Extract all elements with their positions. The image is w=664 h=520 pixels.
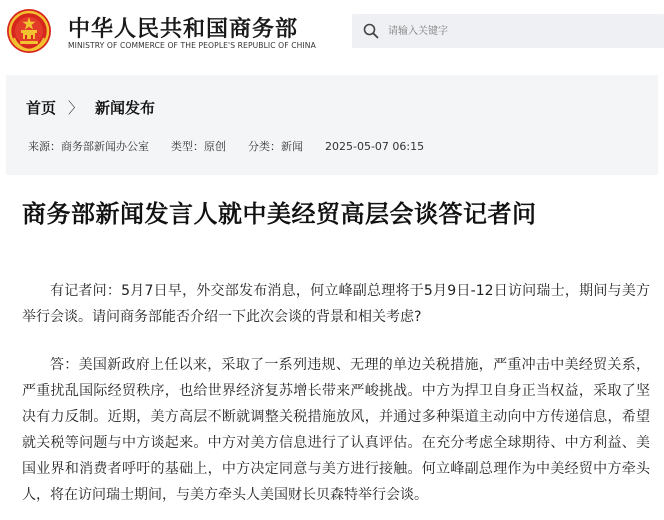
- chevron-right-icon: 〉: [68, 99, 84, 117]
- breadcrumb: [26, 97, 155, 118]
- search-box[interactable]: [352, 14, 664, 48]
- article-meta: [28, 138, 424, 154]
- search-input[interactable]: [388, 14, 658, 48]
- breadcrumb-current[interactable]: 新闻发布: [95, 99, 156, 117]
- breadcrumb-home[interactable]: 首页: [26, 99, 57, 117]
- national-emblem-icon[interactable]: [6, 8, 52, 54]
- article-paragraph: 答：美国新政府上任以来，采取了一系列违规、无理的单边关税措施，严重冲击中美经贸关系，严重扰乱国际经贸秩序，也给世界经济复苏增长带来严峻挑战。中方为捍卫自身正当权益，采取了坚决有力反制。近期，美方高层不断就调整关税措施放风，并通过多种渠道主动向中方传递信息，希望就关税等问题与中方谈起来。中方对美方信息进行了认真评估。在充分考虑全球期待、中方利益、美国业界和消费者呼吁的基础上，中方决定同意与美方进行接触。何立峰副总理作为中美经贸中方牵头人，将在访问瑞士期间，与美方牵头人美国财长贝森特举行会谈。: [22, 357, 650, 503]
- site-title[interactable]: 中华人民共和国商务部: [68, 17, 299, 42]
- meta-datetime: 2025-05-07 06:15: [325, 140, 425, 153]
- breadcrumb-panel: [6, 75, 658, 175]
- meta-type: 类型：原创: [171, 140, 226, 153]
- meta-category: 分类：新闻: [248, 140, 303, 153]
- article-paragraph: 有记者问：5月7日早，外交部发布消息，何立峰副总理将于5月9日-12日访问瑞士，期间与美方举行会谈。请问商务部能否介绍一下此次会谈的背景和相关考虑?: [22, 283, 650, 325]
- meta-source: 来源：商务部新闻办公室: [28, 140, 149, 153]
- article-title: 商务部新闻发言人就中美经贸高层会谈答记者问: [22, 200, 537, 228]
- site-subtitle: MINISTRY OF COMMERCE OF THE PEOPLE'S REPUBLIC OF CHINA: [68, 41, 316, 50]
- site-header: [0, 0, 664, 62]
- search-icon[interactable]: [363, 23, 379, 39]
